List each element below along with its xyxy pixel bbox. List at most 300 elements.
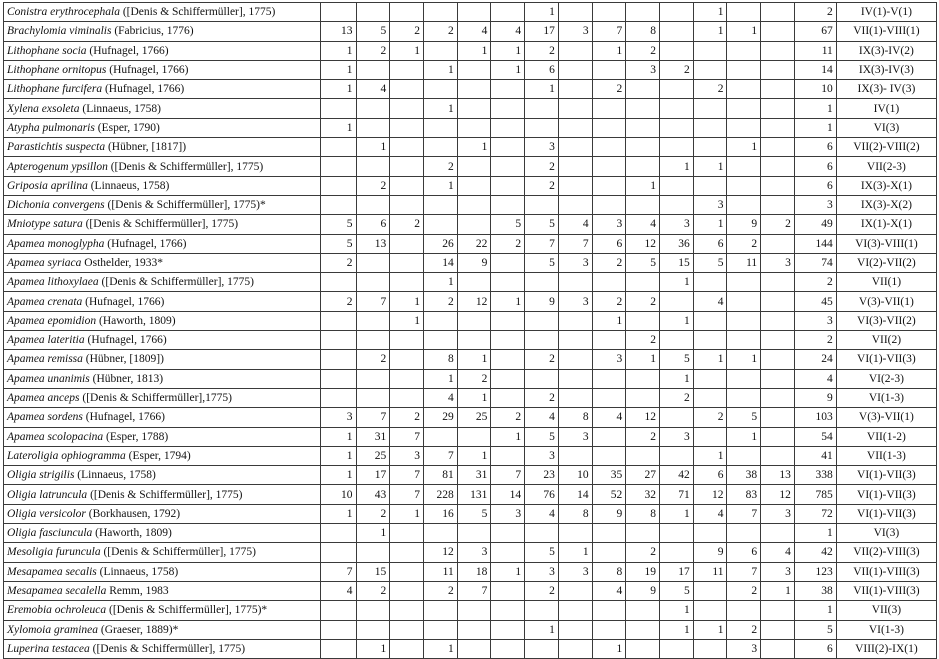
count-cell (390, 620, 424, 639)
count-cell: 13 (320, 22, 356, 41)
flight-period-cell: IX(3)-X(1) (836, 176, 936, 195)
count-cell: 3 (390, 446, 424, 465)
species-author: (Graeser, 1889)* (98, 623, 179, 636)
table-row (4, 234, 937, 253)
count-cell (727, 195, 761, 214)
count-cell: 1 (423, 99, 457, 118)
table-row (4, 99, 937, 118)
count-cell: 1 (356, 639, 390, 658)
count-cell (693, 99, 727, 118)
count-cell: 2 (356, 350, 390, 369)
count-cell: 2 (390, 408, 424, 427)
count-cell (592, 543, 626, 562)
species-name: Brachylomia viminalis (7, 25, 112, 38)
flight-period-cell: VI(3)-VIII(1) (836, 234, 936, 253)
count-cell: 1 (592, 639, 626, 658)
count-cell: 26 (423, 234, 457, 253)
count-cell (761, 331, 795, 350)
flight-period-cell: VI(3) (836, 524, 936, 543)
count-cell (356, 195, 390, 214)
species-cell (4, 253, 321, 272)
count-cell: 1 (320, 427, 356, 446)
species-cell (4, 369, 321, 388)
count-cell (626, 524, 660, 543)
species-name: Apamea sordens (7, 411, 83, 424)
species-name: Oligia fasciuncula (7, 527, 93, 540)
count-cell (320, 331, 356, 350)
flight-period-cell: V(3)-VII(1) (836, 292, 936, 311)
count-cell (356, 273, 390, 292)
count-cell (457, 331, 491, 350)
count-cell (592, 118, 626, 137)
count-cell (558, 60, 592, 79)
count-cell (320, 639, 356, 658)
flight-period-cell: VI(3)-VII(2) (836, 311, 936, 330)
count-cell (727, 80, 761, 99)
species-cell (4, 118, 321, 137)
count-cell: 18 (457, 562, 491, 581)
species-cell (4, 292, 321, 311)
count-cell (390, 99, 424, 118)
count-cell: 1 (423, 176, 457, 195)
total-cell: 1 (794, 601, 836, 620)
flight-period-cell: IX(3)-IV(3) (836, 60, 936, 79)
species-author: (Hufnagel, 1766) (82, 295, 165, 308)
count-cell (660, 3, 694, 22)
count-cell (491, 388, 525, 407)
count-cell (761, 369, 795, 388)
count-cell (592, 601, 626, 620)
count-cell (660, 99, 694, 118)
count-cell (761, 273, 795, 292)
count-cell: 1 (660, 369, 694, 388)
species-name: Mesapamea secalis (7, 565, 97, 578)
page (3, 2, 937, 659)
count-cell (660, 331, 694, 350)
count-cell: 3 (761, 253, 795, 272)
species-cell (4, 41, 321, 60)
count-cell: 16 (423, 504, 457, 523)
table-row (4, 620, 937, 639)
count-cell (626, 99, 660, 118)
count-cell (491, 80, 525, 99)
count-cell: 8 (592, 562, 626, 581)
flight-period-cell: VII(1)-VIII(3) (836, 562, 936, 581)
count-cell (761, 176, 795, 195)
count-cell (390, 639, 424, 658)
species-name: Apamea anceps (7, 392, 80, 405)
count-cell: 3 (457, 543, 491, 562)
count-cell (390, 524, 424, 543)
count-cell: 1 (660, 504, 694, 523)
count-cell (558, 350, 592, 369)
count-cell (320, 388, 356, 407)
count-cell (491, 253, 525, 272)
count-cell: 31 (457, 466, 491, 485)
count-cell: 1 (660, 601, 694, 620)
count-cell (558, 176, 592, 195)
count-cell (727, 176, 761, 195)
count-cell (761, 3, 795, 22)
total-cell: 6 (794, 176, 836, 195)
table-row (4, 215, 937, 234)
species-name: Mesoligia furuncula (7, 546, 101, 559)
count-cell (356, 99, 390, 118)
flight-period-cell: VIII(2)-IX(1) (836, 639, 936, 658)
species-author: Remm, 1983 (106, 585, 169, 598)
table-row (4, 408, 937, 427)
count-cell: 9 (693, 543, 727, 562)
count-cell: 29 (423, 408, 457, 427)
count-cell: 15 (660, 253, 694, 272)
count-cell (491, 369, 525, 388)
count-cell (390, 3, 424, 22)
count-cell: 1 (727, 22, 761, 41)
count-cell: 7 (491, 466, 525, 485)
count-cell (558, 446, 592, 465)
count-cell: 4 (693, 292, 727, 311)
flight-period-cell: IV(1)-V(1) (836, 3, 936, 22)
count-cell (592, 157, 626, 176)
count-cell: 25 (356, 446, 390, 465)
total-cell: 2 (794, 331, 836, 350)
count-cell (660, 118, 694, 137)
count-cell (761, 388, 795, 407)
count-cell: 7 (525, 234, 559, 253)
count-cell (693, 601, 727, 620)
count-cell: 4 (558, 215, 592, 234)
species-author: ([Denis & Schiffermüller], 1775)* (104, 199, 266, 212)
count-cell (592, 369, 626, 388)
count-cell (660, 138, 694, 157)
species-cell (4, 157, 321, 176)
count-cell: 13 (761, 466, 795, 485)
count-cell: 2 (491, 234, 525, 253)
count-cell: 2 (626, 427, 660, 446)
species-cell (4, 562, 321, 581)
table-row (4, 485, 937, 504)
count-cell (423, 601, 457, 620)
count-cell: 1 (457, 350, 491, 369)
count-cell: 7 (390, 485, 424, 504)
count-cell: 8 (558, 504, 592, 523)
count-cell: 2 (626, 41, 660, 60)
species-name: Lateroligia ophiogramma (7, 449, 126, 462)
count-cell: 7 (356, 292, 390, 311)
count-cell: 1 (320, 504, 356, 523)
count-cell (491, 118, 525, 137)
count-cell: 11 (693, 562, 727, 581)
count-cell: 1 (761, 581, 795, 600)
count-cell (320, 138, 356, 157)
total-cell: 5 (794, 620, 836, 639)
species-author: (Hufnagel, 1766) (82, 411, 165, 424)
count-cell (491, 99, 525, 118)
count-cell (356, 3, 390, 22)
count-cell: 35 (592, 466, 626, 485)
count-cell: 2 (626, 331, 660, 350)
count-cell (626, 311, 660, 330)
flight-period-cell: VII(2)-VIII(3) (836, 543, 936, 562)
count-cell: 2 (592, 80, 626, 99)
count-cell: 1 (491, 60, 525, 79)
count-cell: 1 (491, 41, 525, 60)
count-cell: 2 (761, 215, 795, 234)
count-cell: 1 (491, 292, 525, 311)
count-cell (457, 60, 491, 79)
count-cell (390, 80, 424, 99)
count-cell (558, 524, 592, 543)
count-cell: 2 (356, 176, 390, 195)
total-cell: 3 (794, 311, 836, 330)
count-cell: 8 (626, 22, 660, 41)
table-row (4, 504, 937, 523)
count-cell (320, 195, 356, 214)
count-cell (693, 41, 727, 60)
table-row (4, 176, 937, 195)
count-cell (525, 195, 559, 214)
count-cell (491, 273, 525, 292)
species-cell (4, 408, 321, 427)
count-cell: 36 (660, 234, 694, 253)
count-cell: 4 (525, 408, 559, 427)
species-name: Apamea syriaca (7, 257, 82, 269)
count-cell (390, 273, 424, 292)
count-cell (558, 41, 592, 60)
species-author: (Linnaeus, 1758) (96, 565, 179, 578)
count-cell (558, 195, 592, 214)
count-cell (390, 388, 424, 407)
species-author: (Haworth, 1809) (96, 314, 176, 327)
count-cell (761, 41, 795, 60)
total-cell: 6 (794, 639, 836, 658)
species-author: (Esper, 1790) (94, 121, 160, 134)
flight-period-cell: VII(1-2) (836, 427, 936, 446)
count-cell: 2 (356, 504, 390, 523)
count-cell (457, 620, 491, 639)
species-name: Luperina testacea (7, 642, 90, 655)
count-cell: 9 (727, 215, 761, 234)
table-row (4, 80, 937, 99)
count-cell: 1 (693, 350, 727, 369)
count-cell: 1 (320, 80, 356, 99)
count-cell (761, 234, 795, 253)
total-cell: 103 (794, 408, 836, 427)
count-cell (423, 41, 457, 60)
count-cell (390, 543, 424, 562)
count-cell (558, 118, 592, 137)
count-cell (660, 524, 694, 543)
count-cell: 7 (727, 562, 761, 581)
species-name: Conistra erythrocephala (7, 6, 120, 19)
count-cell (592, 620, 626, 639)
count-cell: 2 (423, 157, 457, 176)
count-cell (626, 601, 660, 620)
count-cell (693, 331, 727, 350)
count-cell: 76 (525, 485, 559, 504)
total-cell: 338 (794, 466, 836, 485)
count-cell (626, 273, 660, 292)
flight-period-cell: V(3)-VII(1) (836, 408, 936, 427)
count-cell (457, 80, 491, 99)
count-cell: 3 (558, 562, 592, 581)
count-cell: 81 (423, 466, 457, 485)
count-cell (693, 369, 727, 388)
count-cell: 27 (626, 466, 660, 485)
count-cell: 1 (693, 22, 727, 41)
species-name: Apamea crenata (7, 295, 83, 308)
count-cell (491, 350, 525, 369)
count-cell: 1 (390, 41, 424, 60)
count-cell: 14 (558, 485, 592, 504)
species-author: ([Denis & Schiffermüller], 1775) (119, 6, 276, 19)
count-cell (761, 138, 795, 157)
count-cell (491, 331, 525, 350)
count-cell (491, 138, 525, 157)
count-cell (626, 3, 660, 22)
count-cell (660, 195, 694, 214)
count-cell: 2 (390, 22, 424, 41)
count-cell: 3 (558, 253, 592, 272)
species-cell (4, 331, 321, 350)
count-cell: 2 (727, 581, 761, 600)
count-cell (727, 446, 761, 465)
count-cell: 1 (356, 138, 390, 157)
table-row (4, 601, 937, 620)
count-cell (457, 195, 491, 214)
species-author: ([Denis & Schiffermüller], 1775) (89, 642, 246, 655)
count-cell: 13 (356, 234, 390, 253)
count-cell: 5 (491, 215, 525, 234)
count-cell (491, 311, 525, 330)
flight-period-cell: VII(2) (836, 331, 936, 350)
species-name: Lithophane furcifera (7, 83, 103, 96)
count-cell (356, 543, 390, 562)
count-cell: 1 (592, 41, 626, 60)
table-row (4, 427, 937, 446)
count-cell (320, 99, 356, 118)
count-cell (491, 601, 525, 620)
count-cell: 2 (660, 388, 694, 407)
count-cell: 1 (491, 427, 525, 446)
count-cell (761, 524, 795, 543)
count-cell: 9 (457, 253, 491, 272)
count-cell: 31 (356, 427, 390, 446)
count-cell: 1 (693, 620, 727, 639)
total-cell: 1 (794, 118, 836, 137)
total-cell: 9 (794, 388, 836, 407)
count-cell: 2 (390, 215, 424, 234)
count-cell (693, 311, 727, 330)
flight-period-cell: VII(2)-VIII(2) (836, 138, 936, 157)
count-cell: 7 (390, 466, 424, 485)
count-cell (423, 215, 457, 234)
count-cell: 4 (693, 504, 727, 523)
count-cell: 1 (660, 311, 694, 330)
table-row (4, 543, 937, 562)
species-name: Xylena exsoleta (7, 102, 80, 115)
count-cell (457, 176, 491, 195)
table-row (4, 639, 937, 658)
count-cell: 3 (558, 22, 592, 41)
count-cell: 4 (423, 388, 457, 407)
count-cell: 1 (660, 157, 694, 176)
count-cell (626, 157, 660, 176)
count-cell (320, 311, 356, 330)
species-author: (Hübner, [1809]) (82, 353, 164, 366)
flight-period-cell: VI(1-3) (836, 620, 936, 639)
count-cell (457, 99, 491, 118)
count-cell: 1 (693, 215, 727, 234)
count-cell (693, 524, 727, 543)
species-name: Parastichtis suspecta (7, 141, 106, 154)
species-name: Lithophane ornitopus (7, 64, 107, 77)
count-cell (491, 639, 525, 658)
count-cell: 7 (457, 581, 491, 600)
species-name: Mniotype satura (7, 218, 83, 231)
count-cell: 4 (356, 80, 390, 99)
count-cell: 12 (626, 234, 660, 253)
table-row (4, 22, 937, 41)
count-cell: 7 (592, 22, 626, 41)
count-cell: 2 (592, 292, 626, 311)
count-cell (761, 118, 795, 137)
count-cell: 6 (693, 234, 727, 253)
count-cell (390, 234, 424, 253)
count-cell: 1 (525, 620, 559, 639)
count-cell (320, 176, 356, 195)
count-cell: 4 (626, 215, 660, 234)
count-cell (693, 581, 727, 600)
count-cell: 1 (525, 80, 559, 99)
count-cell: 3 (525, 138, 559, 157)
count-cell: 2 (727, 234, 761, 253)
species-cell (4, 311, 321, 330)
species-name: Apamea lateritia (7, 334, 85, 347)
count-cell (356, 118, 390, 137)
flight-period-cell: IX(3)-X(2) (836, 195, 936, 214)
species-name: Apamea scolopacina (7, 430, 104, 443)
count-cell: 6 (592, 234, 626, 253)
species-cell (4, 446, 321, 465)
species-author: (Haworth, 1809) (92, 527, 172, 540)
species-cell (4, 466, 321, 485)
count-cell (761, 427, 795, 446)
count-cell: 3 (727, 639, 761, 658)
count-cell: 5 (660, 350, 694, 369)
count-cell: 32 (626, 485, 660, 504)
count-cell: 3 (558, 427, 592, 446)
count-cell (558, 620, 592, 639)
count-cell: 2 (660, 60, 694, 79)
count-cell (727, 118, 761, 137)
species-name: Apamea remissa (7, 353, 83, 366)
flight-period-cell: VII(2-3) (836, 157, 936, 176)
total-cell: 72 (794, 504, 836, 523)
count-cell (320, 369, 356, 388)
count-cell (727, 524, 761, 543)
count-cell: 17 (525, 22, 559, 41)
count-cell (761, 311, 795, 330)
flight-period-cell: VII(3) (836, 601, 936, 620)
table-row (4, 60, 937, 79)
count-cell: 8 (423, 350, 457, 369)
species-name: Xylomoia graminea (7, 623, 99, 636)
count-cell: 2 (423, 581, 457, 600)
table-row (4, 157, 937, 176)
count-cell (356, 157, 390, 176)
table-row (4, 350, 937, 369)
